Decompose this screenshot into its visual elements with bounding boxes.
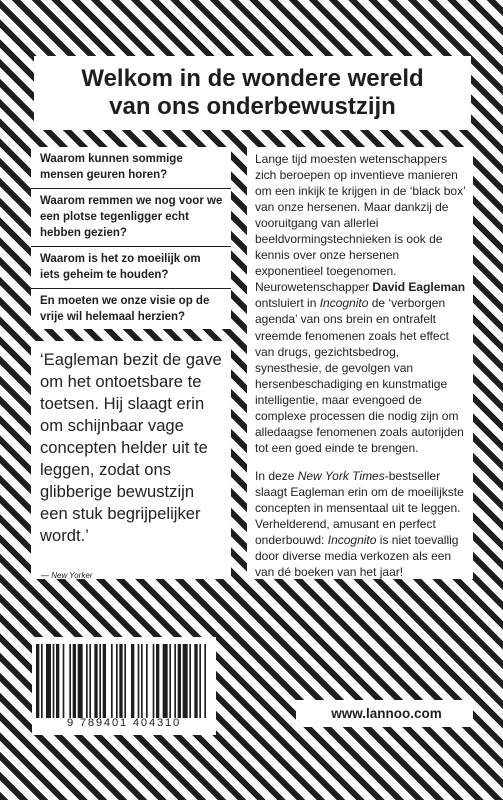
barcode-bar xyxy=(178,644,181,718)
quote-panel xyxy=(31,341,231,579)
question-2: Waarom remmen we nog voor we een plotse tegenligger echt hebben gezien? xyxy=(31,189,231,247)
title-line-2: van ons onderbewustzijn xyxy=(109,93,396,120)
question-4: En moeten we onze visie op de vrije wil helemaal herzien? xyxy=(40,295,210,323)
title-panel xyxy=(34,56,471,130)
barcode-bar xyxy=(73,644,76,718)
review-quote: ‘Eagleman bezit de gave om het ontoetsbare te toetsen. Hij slaagt erin om schijnbaar vage concepten helder uit te leggen, zodat ons glibberige bewustzijn een stuk begrijpelijker wordt.’ xyxy=(40,350,222,545)
cover-title xyxy=(40,65,465,121)
barcode-bar xyxy=(174,644,176,718)
question-1: Waarom kunnen sommige mensen geuren horen? xyxy=(31,147,231,189)
barcode-bar xyxy=(124,644,126,718)
barcode-bar xyxy=(131,644,134,718)
barcode-bar xyxy=(36,644,39,718)
book-title: Incognito xyxy=(319,296,369,311)
barcode-bar xyxy=(56,644,59,718)
quote-source: — New Yorker xyxy=(41,571,93,580)
blurb-panel xyxy=(247,147,473,579)
barcode-bar xyxy=(116,644,118,718)
barcode-bar xyxy=(156,644,159,718)
barcode-bar xyxy=(99,644,101,718)
publisher-url: www.lannoo.com xyxy=(331,706,442,721)
barcode-bar xyxy=(78,644,83,718)
title-line-1: Welkom in de wondere wereld xyxy=(81,65,424,92)
barcode-bar xyxy=(41,644,43,718)
barcode-bar xyxy=(89,644,91,718)
barcode-bar xyxy=(53,644,55,718)
isbn-number: 9 789401 404310 xyxy=(66,717,182,729)
blurb-paragraph-1: Lange tijd moesten wetenschappers zich beroepen op inventieve manieren om een inkijk te krijgen in de ‘black box’ van onze hersenen. Maar dankzij de vooruitgang van allerlei beeldvormingstechnieken is ook de kennis over onze hersenen exponentieel toegenomen. Neurowetenschapper David Eagleman ontsluiert in Incognito de ‘verborgen agenda’ van ons brein en ontrafelt vreemde fenomenen zoals het effect van drugs, gezichtsbedrog, synesthesie, de gevolgen van hersenbeschadiging en kunstmatige intelligentie, maar evengoed de complexe processen die nodig zijn om alledaagse fenomenen zoals autorijden tot een goed einde te brengen. xyxy=(255,152,466,455)
barcode-bar xyxy=(169,644,171,718)
barcode-bar xyxy=(141,644,143,718)
barcode-bar xyxy=(94,644,97,718)
book-title: Incognito xyxy=(327,533,377,548)
question-3: Waarom is het zo moeilijk om iets geheim te houden? xyxy=(31,247,231,289)
barcode xyxy=(36,644,211,718)
barcode-bar xyxy=(194,644,197,718)
barcode-bar xyxy=(69,644,71,718)
barcode-bar xyxy=(199,644,201,718)
author-name: David Eagleman xyxy=(372,280,466,295)
questions-panel xyxy=(31,147,231,329)
newspaper-name: New York Times xyxy=(297,468,385,483)
barcode-panel xyxy=(32,637,216,735)
barcode-bar xyxy=(153,644,155,718)
barcode-bar xyxy=(119,644,122,718)
barcode-bar xyxy=(46,644,51,718)
publisher-url-panel xyxy=(296,700,473,727)
barcode-bar xyxy=(183,644,188,718)
barcode-bar xyxy=(63,644,65,718)
barcode-bar xyxy=(163,644,168,718)
barcode-bar xyxy=(111,644,113,718)
barcode-bar xyxy=(146,644,148,718)
barcode-bar xyxy=(204,644,206,718)
barcode-bar xyxy=(86,644,88,718)
barcode-bar xyxy=(189,644,191,718)
barcode-bar xyxy=(103,644,106,718)
blurb-paragraph-2: In deze New York Times-bestseller slaagt Eagleman erin om de moeilijkste concepten in mensentaal uit te leggen. Verhelderend, amusant en perfect onderbouwd: Incognito is niet toevallig door diverse media verkozen als een van dé boeken van het jaar! xyxy=(255,468,464,580)
barcode-bar xyxy=(138,644,140,718)
